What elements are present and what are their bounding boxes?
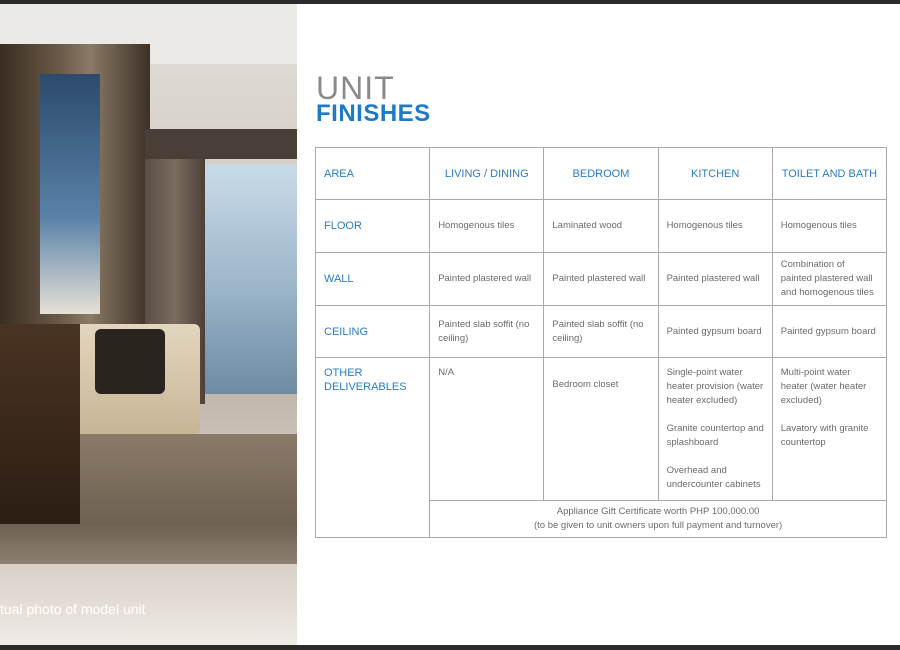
title-line-1: UNIT	[316, 70, 395, 106]
table-cell: Laminated wood	[544, 200, 658, 253]
table-cell	[772, 358, 886, 501]
table-cell: Homogenous tiles	[430, 200, 544, 253]
cell-line: Lavatory with granite countertop	[780, 423, 869, 448]
table-cell: Homogenous tiles	[772, 200, 886, 253]
gift-cell	[430, 501, 887, 538]
gift-line-1: Appliance Gift Certificate worth PHP 100,000.00	[556, 506, 760, 517]
table-cell: Painted plastered wall	[544, 253, 658, 306]
row-label: CEILING	[316, 306, 430, 358]
table-cell	[658, 358, 772, 501]
table-cell: Painted plastered wall	[658, 253, 772, 306]
header-toilet-bath: TOILET AND BATH	[772, 148, 886, 200]
table-cell: Homogenous tiles	[658, 200, 772, 253]
row-label: WALL	[316, 253, 430, 306]
cell-line: Single-point water heater provision (water heater excluded)	[666, 367, 764, 406]
table-row	[316, 200, 887, 253]
photo-caption: tual photo of model unit	[0, 601, 146, 617]
table-cell: Painted slab soffit (no ceiling)	[544, 306, 658, 358]
title-line-2: FINISHES	[316, 100, 431, 127]
finishes-table	[315, 147, 887, 538]
header-bedroom: BEDROOM	[544, 148, 658, 200]
table-cell: Painted gypsum board	[772, 306, 886, 358]
table-header-row	[316, 148, 887, 200]
header-area: AREA	[316, 148, 430, 200]
table-cell: Painted gypsum board	[658, 306, 772, 358]
table-cell: Bedroom closet	[544, 358, 658, 501]
cell-line: Granite countertop and splashboard	[666, 423, 764, 448]
gift-line-2: (to be given to unit owners upon full payment and turnover)	[533, 520, 783, 531]
table-cell: Painted slab soffit (no ceiling)	[430, 306, 544, 358]
table-cell: Combination of painted plastered wall and homogenous tiles	[772, 253, 886, 306]
table-cell: Painted plastered wall	[430, 253, 544, 306]
cell-line: Overhead and undercounter cabinets	[666, 465, 761, 490]
brochure-page	[0, 4, 900, 645]
header-living-dining: LIVING / DINING	[430, 148, 544, 200]
table-cell: N/A	[430, 358, 544, 501]
row-label: FLOOR	[316, 200, 430, 253]
table-row	[316, 306, 887, 358]
table-row	[316, 253, 887, 306]
cell-line: Multi-point water heater (water heater excluded)	[780, 367, 867, 406]
header-kitchen: KITCHEN	[658, 148, 772, 200]
table-row	[316, 358, 887, 501]
model-unit-photo	[0, 4, 297, 645]
row-label: OTHER DELIVERABLES	[316, 358, 430, 538]
